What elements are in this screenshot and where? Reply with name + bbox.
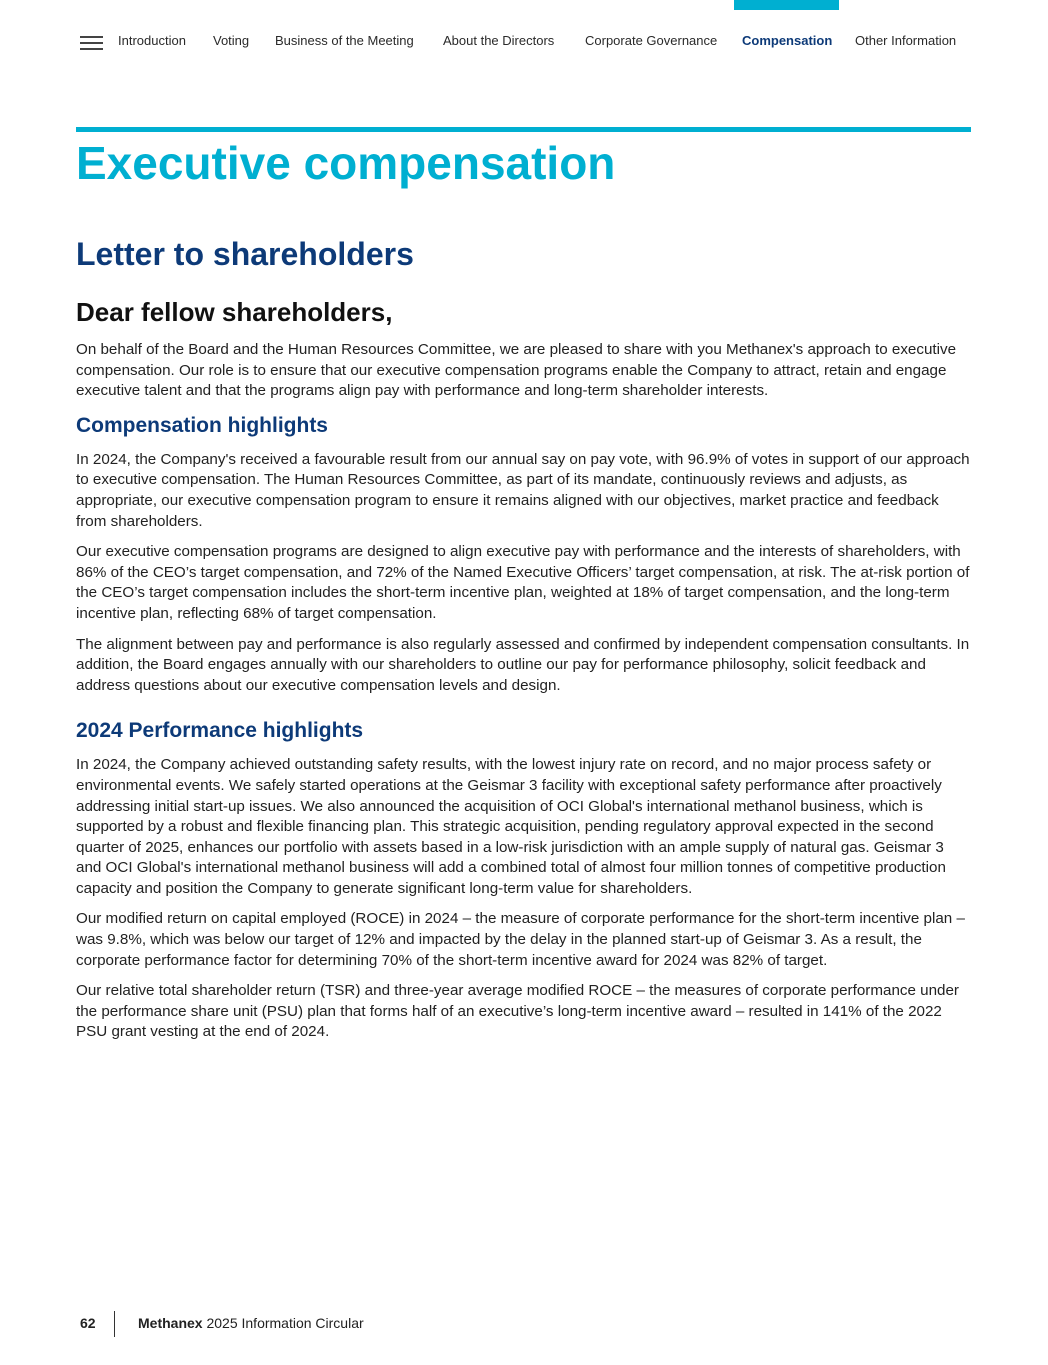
footer-divider xyxy=(114,1311,115,1337)
intro-paragraph: On behalf of the Board and the Human Resources Committee, we are pleased to share with you Methanex's approach to executive compensation. Our role is to ensure that our executive compensation programs enable the Company to attract, retain and engage executive talent and that the programs align pay with performance and long-term shareholder interests. xyxy=(76,341,957,400)
menu-icon[interactable] xyxy=(80,36,103,50)
footer-document-title xyxy=(138,1315,364,1331)
performance-highlights-heading: 2024 Performance highlights xyxy=(76,719,364,743)
paragraph: Our executive compensation programs are designed to align executive pay with performance and the interests of shareholders, with 86% of the CEO’s target compensation, and 72% of the Named Executive Officers’ target compensation, at risk. The at-risk portion of the CEO’s target compensation includes the short-term incentive plan, weighted at 18% of target compensation, and the long-term incentive plan, reflecting 68% of target compensation. xyxy=(76,543,970,622)
paragraph: In 2024, the Company's received a favourable result from our annual say on pay vote, with 96.9% of votes in support of our approach to executive compensation. The Human Resources Committee, as part of its mandate, continuously reviews and adjusts, as appropriate, our executive compensation program to ensure it remains aligned with our objectives, market practice and feedback from shareholders. xyxy=(76,450,970,530)
title-rule xyxy=(76,127,971,132)
salutation: Dear fellow shareholders, xyxy=(76,297,393,327)
company-name: Methanex xyxy=(138,1315,203,1331)
page-number: 62 xyxy=(80,1315,96,1331)
nav-item-about-the-directors[interactable]: About the Directors xyxy=(443,33,555,48)
paragraph: Our modified return on capital employed (ROCE) in 2024 – the measure of corporate performance for the short-term incentive plan – was 9.8%, which was below our target of 12% and impacted by the delay in the planned start-up of Geismar 3. As a result, the corporate performance factor for determining 70% of the short-term incentive award for 2024 was 82% of target. xyxy=(76,910,965,969)
paragraph: Our relative total shareholder return (TSR) and three-year average modified ROCE – the measures of corporate performance under the performance share unit (PSU) plan that forms half of an executive’s long-term incentive award – resulted in 141% of the 2022 PSU grant vesting at the end of 2024. xyxy=(76,982,959,1041)
paragraph: In 2024, the Company achieved outstanding safety results, with the lowest injury rate on record, and no major process safety or environmental events. We safely started operations at the Geismar 3 facility with exceptional safety performance after proactively addressing initial start-up issues. We also announced the acquisition of OCI Global's international methanol business, which is supported by a robust and flexible financing plan. This strategic acquisition, pending regulatory approval expected in the second quarter of 2025, enhances our portfolio with assets based in a low-risk jurisdiction with an ample supply of natural gas. Geismar 3 and OCI Global's international methanol business will add a combined total of almost four million tonnes of competitive production capacity and position the Company to generate significant long-term value for shareholders. xyxy=(76,756,946,897)
section-subtitle: Letter to shareholders xyxy=(76,236,414,272)
active-tab-indicator xyxy=(734,0,839,10)
nav-item-voting[interactable]: Voting xyxy=(213,33,250,48)
nav-item-other-information[interactable]: Other Information xyxy=(855,33,957,48)
nav-item-introduction[interactable]: Introduction xyxy=(118,33,186,48)
nav-item-corporate-governance[interactable]: Corporate Governance xyxy=(585,33,718,48)
document-name: 2025 Information Circular xyxy=(206,1315,364,1331)
letter-body xyxy=(76,340,973,1053)
page-title: Executive compensation xyxy=(76,137,616,189)
compensation-highlights-heading: Compensation highlights xyxy=(76,413,328,437)
nav-item-compensation[interactable]: Compensation xyxy=(742,33,833,48)
top-navigation xyxy=(0,0,1048,80)
page-footer xyxy=(80,1311,680,1337)
paragraph: The alignment between pay and performance is also regularly assessed and confirmed by independent compensation consultants. In addition, the Board engages annually with our shareholders to outline our pay for performance philosophy, solicit feedback and address questions about our executive compensation levels and design. xyxy=(76,635,970,694)
nav-item-business-of-the-meeting[interactable]: Business of the Meeting xyxy=(275,33,414,48)
